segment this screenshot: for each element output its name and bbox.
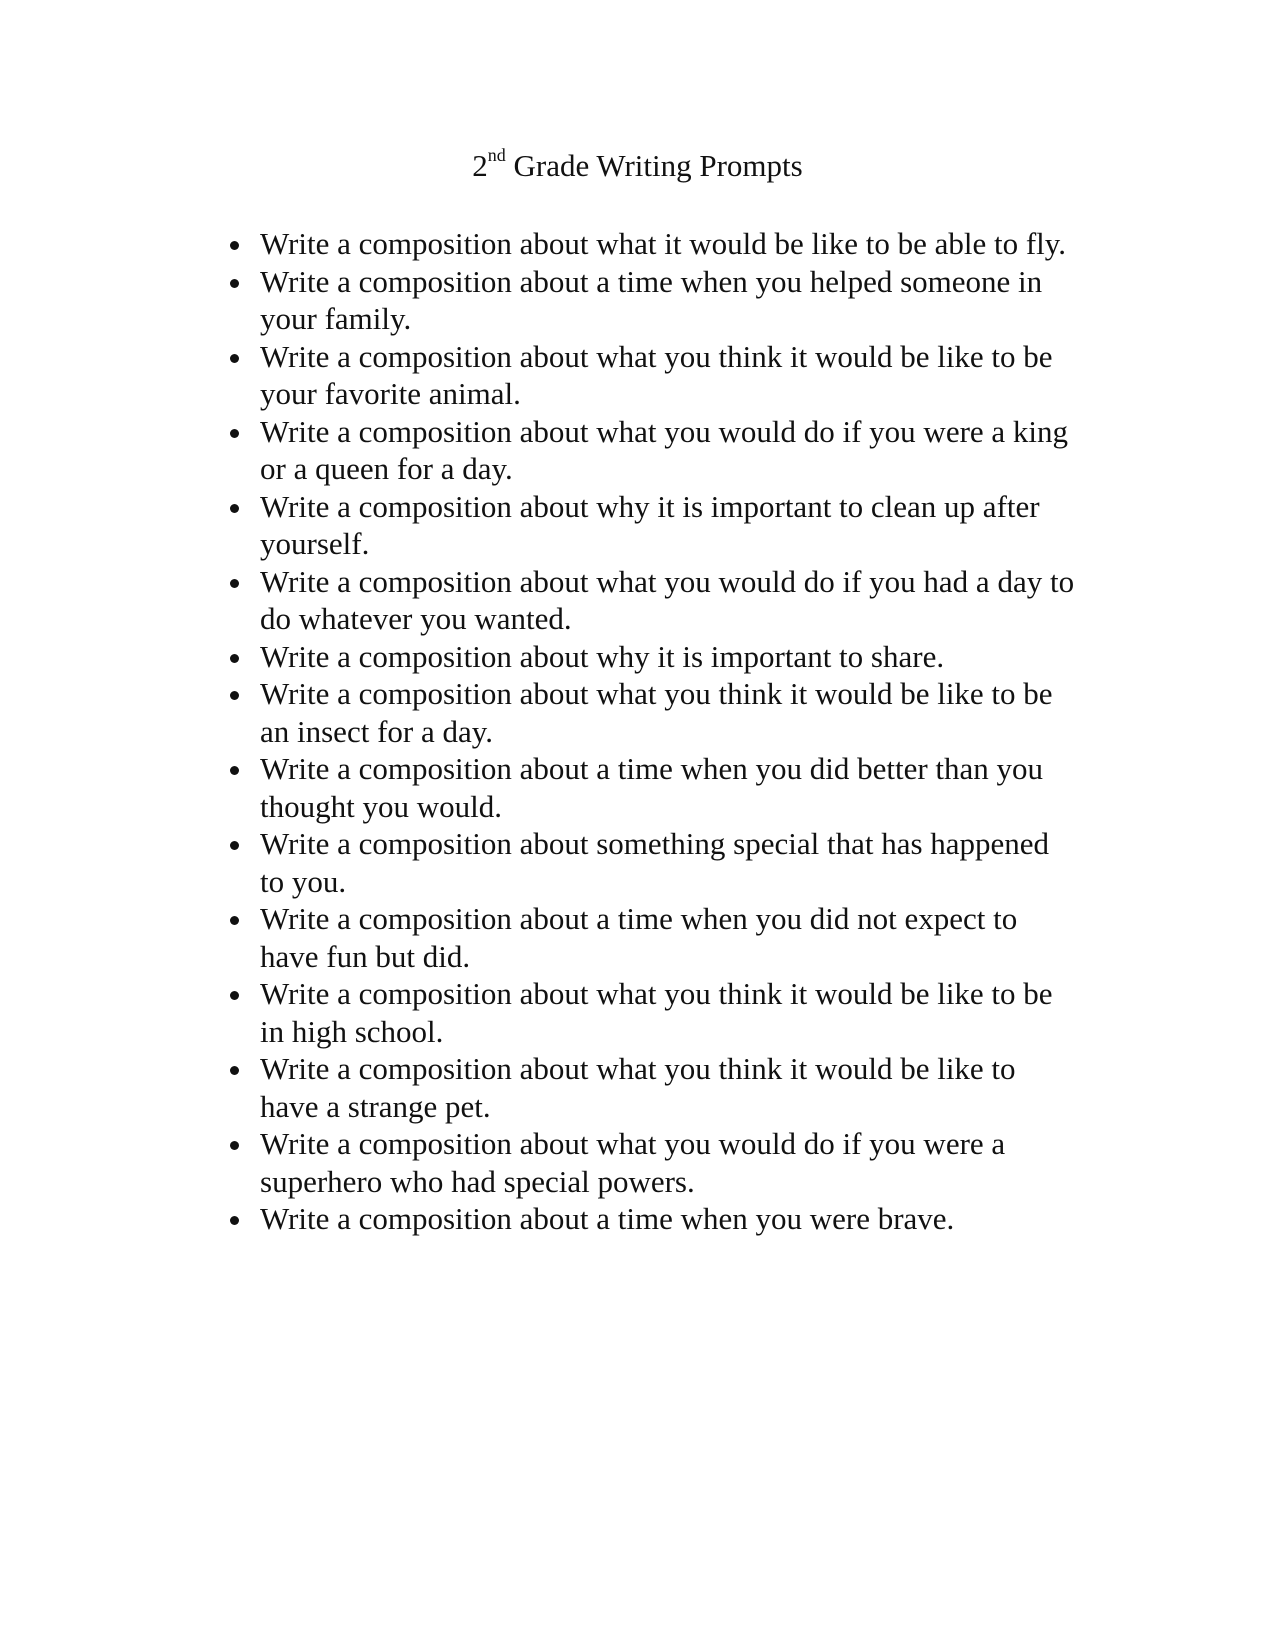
title-number: 2	[472, 148, 488, 183]
prompt-item	[260, 750, 1080, 825]
prompt-item	[260, 1050, 1080, 1125]
prompt-item	[260, 563, 1080, 638]
bullet-icon	[230, 354, 239, 363]
prompt-text: Write a composition about what you think it would be like to be an insect for a day.	[260, 676, 1053, 749]
prompt-item	[260, 225, 1080, 263]
prompt-text: Write a composition about what you would do if you were a superhero who had special powers.	[260, 1126, 1006, 1199]
prompt-text: Write a composition about what you think it would be like to be your favorite animal.	[260, 338, 1053, 411]
prompt-text: Write a composition about what you think it would be like to have a strange pet.	[260, 1051, 1016, 1124]
bullet-icon	[230, 1066, 239, 1075]
prompt-text: Write a composition about why it is important to share.	[260, 638, 945, 674]
prompt-text: Write a composition about what it would be like to be able to fly.	[260, 226, 1066, 261]
prompt-text: Write a composition about what you would do if you had a day to do whatever you wanted.	[260, 563, 1075, 636]
title-text: Grade Writing Prompts	[505, 148, 803, 183]
bullet-icon	[230, 916, 239, 925]
prompt-text: Write a composition about something special that has happened to you.	[260, 826, 1050, 899]
bullet-icon	[230, 691, 239, 700]
prompt-text: Write a composition about a time when you did not expect to have fun but did.	[260, 901, 1018, 974]
prompt-text: Write a composition about a time when you helped someone in your family.	[260, 263, 1043, 336]
prompt-item	[260, 975, 1080, 1050]
prompt-item	[260, 1200, 1080, 1238]
prompt-text: Write a composition about what you would do if you were a king or a queen for a day.	[260, 413, 1069, 486]
prompt-text: Write a composition about a time when you did better than you thought you would.	[260, 751, 1044, 824]
prompt-item	[260, 825, 1080, 900]
prompt-item	[260, 263, 1080, 338]
prompt-text: Write a composition about why it is important to clean up after yourself.	[260, 488, 1040, 561]
prompt-item	[260, 675, 1080, 750]
prompt-text: Write a composition about what you think it would be like to be in high school.	[260, 976, 1053, 1049]
prompt-list	[260, 225, 1080, 1238]
title-superscript: nd	[487, 144, 506, 165]
bullet-icon	[230, 841, 239, 850]
bullet-icon	[230, 1141, 239, 1150]
bullet-icon	[230, 504, 239, 513]
bullet-icon	[230, 654, 239, 663]
prompt-item	[260, 1125, 1080, 1200]
bullet-icon	[230, 429, 239, 438]
prompt-text: Write a composition about a time when you were brave.	[260, 1201, 955, 1236]
bullet-icon	[230, 766, 239, 775]
bullet-icon	[230, 579, 239, 588]
bullet-icon	[230, 279, 239, 288]
page-title	[0, 146, 1275, 186]
prompt-item	[260, 338, 1080, 413]
prompt-item	[260, 413, 1080, 488]
prompt-item	[260, 488, 1080, 563]
prompt-item	[260, 638, 1080, 676]
bullet-icon	[230, 241, 239, 250]
prompt-item	[260, 900, 1080, 975]
bullet-icon	[230, 1216, 239, 1225]
bullet-icon	[230, 991, 239, 1000]
